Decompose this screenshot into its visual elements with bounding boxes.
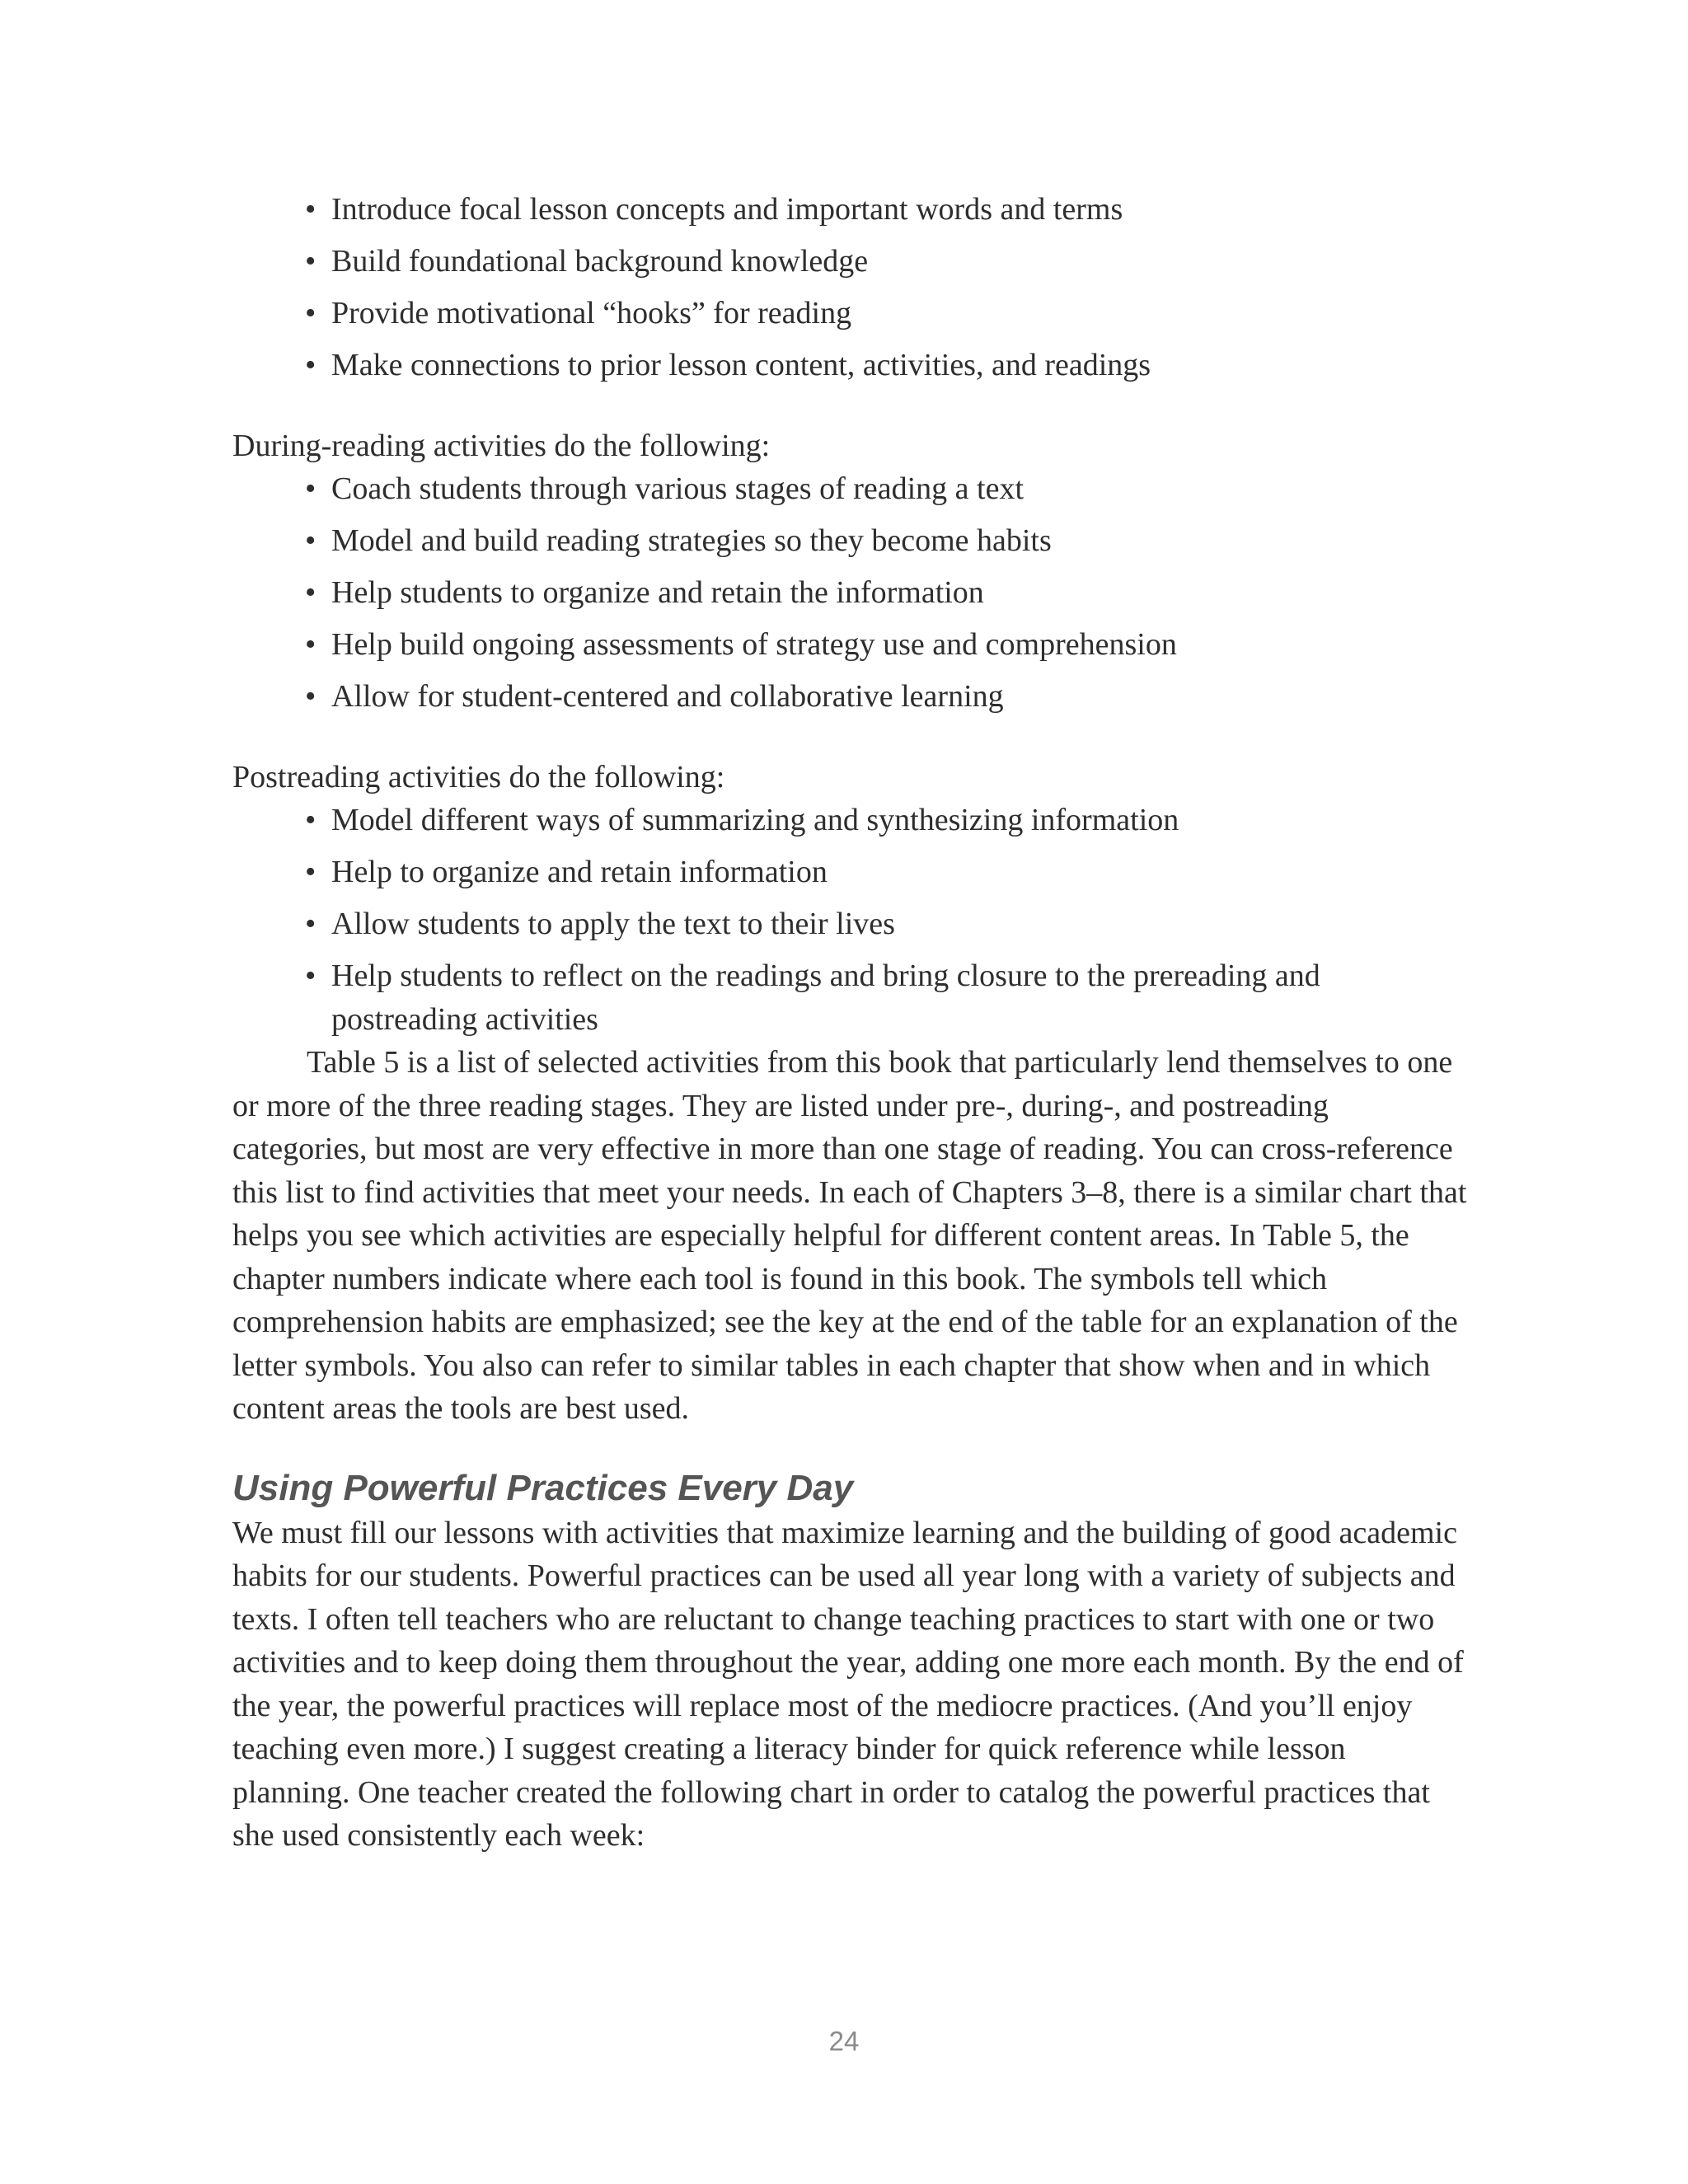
section-heading: Using Powerful Practices Every Day (232, 1467, 854, 1508)
list-item: • Make connections to prior lesson content, activities, and readings (305, 344, 1469, 387)
list-item: • Help students to organize and retain the information (305, 571, 1469, 615)
postreading-bullet-list (232, 799, 1469, 1041)
page-number: 24 (828, 2026, 860, 2056)
list-item: • Help build ongoing assessments of strategy use and comprehension (305, 623, 1469, 667)
during-reading-intro: During-reading activities do the following: (232, 428, 771, 463)
list-item: • Model and build reading strategies so they become habits (305, 519, 1469, 563)
during-reading-bullet-list (232, 467, 1469, 719)
page-content (232, 188, 1469, 1858)
list-item: • Allow students to apply the text to their lives (305, 902, 1469, 946)
list-item: • Build foundational background knowledge (305, 240, 1469, 284)
postreading-intro: Postreading activities do the following: (232, 759, 725, 794)
list-item: • Help to organize and retain information (305, 851, 1469, 894)
section-paragraph: We must fill our lessons with activities that maximize learning and the building of good academic habits for our students. Powerful practices can be used all year long with a variety of subjects and texts. I often tell teachers who are reluctant to change teaching practices to start with one or two activities and to keep doing them throughout the year, adding one more each month. By the end of the year, the powerful practices will replace most of the mediocre practices. (And you’ll enjoy teaching even more.) I suggest creating a literacy binder for quick reference while lesson planning. One teacher created the following chart in order to catalog the powerful practices that she used consistently each week: (232, 1515, 1464, 1853)
list-item: • Model different ways of summarizing and synthesizing information (305, 799, 1469, 842)
list-item: • Coach students through various stages of reading a text (305, 467, 1469, 511)
table-description-paragraph: Table 5 is a list of selected activities from this book that particularly lend themselves to one or more of the three reading stages. They are listed under pre-, during-, and postreading categories, but most are very effective in more than one stage of reading. You can cross-reference this list to find activities that meet your needs. In each of Chapters 3–8, there is a similar chart that helps you see which activities are especially helpful for different content areas. In Table 5, the chapter numbers indicate where each tool is found in this book. The symbols tell which comprehension habits are emphasized; see the key at the end of the table for an explanation of the letter symbols. You also can refer to similar tables in each chapter that show when and in which content areas the tools are best used. (232, 1045, 1467, 1426)
list-item: • Provide motivational “hooks” for reading (305, 292, 1469, 335)
list-item: • Introduce focal lesson concepts and important words and terms (305, 188, 1469, 232)
list-item: • Help students to reflect on the readings and bring closure to the prereading and postreading activities (305, 954, 1469, 1041)
list-item: • Allow for student-centered and collaborative learning (305, 675, 1469, 719)
prereading-bullet-list (232, 188, 1469, 387)
